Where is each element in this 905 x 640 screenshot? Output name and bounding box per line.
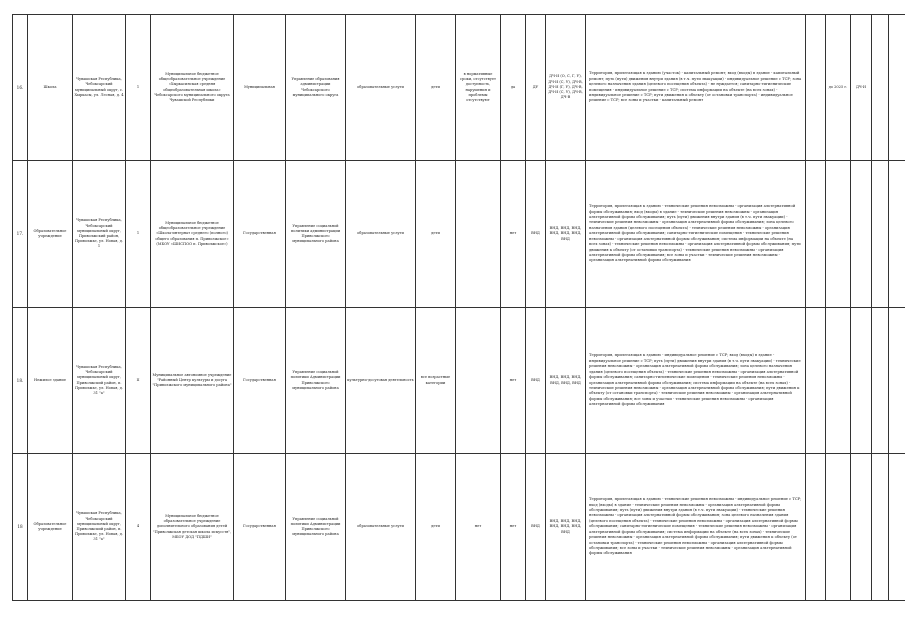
blank-cell: [872, 161, 889, 308]
row-number: 18: [13, 454, 28, 601]
service-category: дети: [416, 161, 456, 308]
expected-result: [851, 308, 872, 454]
blank-cell: [872, 308, 889, 454]
work-volume: [806, 15, 826, 161]
service-category: все возрастные категории: [416, 308, 456, 454]
notes-cell: нет: [456, 454, 501, 601]
blank-cell: [889, 161, 905, 308]
management-decision: Территория, прилегающая к зданию - технические решения невозможны - индивидуальное решение с ТСР; вход (входы) в здание - технические решения невозможны - организация альтернативной формы обслуживания; путь (пути) движения внутри здания (в т.ч. пути эвакуации) - технические решения невозможны - организация альтернативной формы обслуживания; зона целевого назначения здания (целевого посещения объекта) - технические решения невозможны - организация альтернативной формы обслуживания; санитарно-гигиенические помещения - технические решения невозможны - организация альтернативной формы обслуживания; система информации на объекте (на всех зонах) - технические решения невозможны - организация альтернативной формы обслуживания; пути движения к объекту (от остановки транспорта) - технические решения невозможны - организация альтернативной формы обслуживания; все зоны и участки - технические решения невозможны - организация альтернативной формы обслуживания: [586, 454, 806, 601]
notes-cell: [456, 308, 501, 454]
accessibility-code: ВНД: [526, 308, 546, 454]
blank-cell: [889, 15, 905, 161]
row-number: 18.: [13, 308, 28, 454]
management-decision: Территория, прилегающая к зданию (участок) - капитальный ремонт; вход (входы) в здание - капитальный ремонт; путь (пути) движения внутри здания (в т.ч. пути эвакуации) - индивидуальное решение с ТСР; зона целевого назначения здания (целевого посещения объекта) - не нуждается; санитарно-гигиенические помещения - индивидуальное решение с ТСР; система информации на объекте (на всех зонах) - индивидуальное решение с ТСР; пути движения к объекту (от остановки транспорта) - индивидуальное решение с ТСР; все зоны и участки - капитальный ремонт: [586, 15, 806, 161]
blank-cell: [872, 454, 889, 601]
management-decision: Территория, прилегающая к зданию - индивидуальное решение с ТСР; вход (входы) в здание - индивидуальное решение с ТСР; путь (пути) движения внутри здания (в т.ч. пути эвакуации) - технические решения невозможны - организация альтернативной формы обслуживания; зона целевого назначения здания (целевого посещения объекта) - технические решения невозможны - организация альтернативной формы обслуживания; санитарно-гигиенические помещения - технические решения невозможны - организация альтернативной формы обслуживания; система информации на объекте (на всех зонах) - технические решения невозможны - организация альтернативной формы обслуживания; пути движения к объекту (от остановки транспорта) - технические решения невозможны - организация альтернативной формы обслуживания; все зоны и участки - технические решения невозможны - организация альтернативной формы обслуживания: [586, 308, 806, 454]
ownership-form: Государственная: [234, 161, 286, 308]
expected-result: [851, 161, 872, 308]
ownership-form: Муниципальная: [234, 15, 286, 161]
blank-cell: [889, 308, 905, 454]
ownership-form: Государственная: [234, 454, 286, 601]
object-floors: 1: [126, 15, 151, 161]
adapted-flag: нет: [501, 308, 526, 454]
activity-type: образовательные услуги: [346, 454, 416, 601]
object-address: Чувашская Республика, Чебоксарский муниципальный округ, Приволжский район, п. Приволжье, ул. Новая, д. 31 "а": [73, 454, 126, 601]
zone-status: ВНД, ВНД, ВНД, ВНД, ВНД, ВНД, ВНД: [546, 454, 586, 601]
work-volume: [806, 454, 826, 601]
organization-name: Муниципальное бюджетное образовательное учреждение дополнительного образования детей "Приволжская детская школа искусств", МБОУ ДОД "ПДШИ": [151, 454, 234, 601]
completion-term: [826, 161, 851, 308]
object-name: Образовательное учреждение: [28, 161, 73, 308]
ownership-form: Государственная: [234, 308, 286, 454]
table-row: [13, 308, 905, 454]
zone-status: ДЧ-И (О, С, Г, У), ДЧ-И (С, У), ДЧ-В, ДЧ-И (Г, У), ДЧ-В, ДЧ-И (С, У), ДЧ-В, ДЧ-В: [546, 15, 586, 161]
work-volume: [806, 161, 826, 308]
accessibility-code: ВНД: [526, 454, 546, 601]
blank-cell: [872, 15, 889, 161]
superior-authority: Управление социальной политики администрации Приволжского муниципального района: [286, 161, 346, 308]
completion-term: до 2025 г.: [826, 15, 851, 161]
object-address: Чувашская Республика, Чебоксарский муниципальный округ, Приволжский район, п. Приволжье, ул. Новая, д. 31 "а": [73, 308, 126, 454]
activity-type: образовательные услуги: [346, 161, 416, 308]
row-number: 17.: [13, 161, 28, 308]
row-number: 16.: [13, 15, 28, 161]
activity-type: культурно-досуговая деятельность: [346, 308, 416, 454]
service-category: дети: [416, 15, 456, 161]
adapted-flag: нет: [501, 454, 526, 601]
superior-authority: Управление образования администрации Чебоксарского муниципального округа: [286, 15, 346, 161]
table-row: [13, 15, 905, 161]
completion-term: [826, 308, 851, 454]
object-name: Образовательное учреждение: [28, 454, 73, 601]
organization-name: Муниципальное автономное учреждение "Районный Центр культуры и досуга "Приволжского муниципального района": [151, 308, 234, 454]
blank-cell: [889, 454, 905, 601]
activity-type: образовательные услуги: [346, 15, 416, 161]
object-address: Чувашская Республика, Чебоксарский муниципальный округ, Приволжский район, Приволжье, ул. Новая, д. 1: [73, 161, 126, 308]
object-name: Нежилое здание: [28, 308, 73, 454]
adapted-flag: да: [501, 15, 526, 161]
object-floors: 4: [126, 454, 151, 601]
organization-name: Муниципальное бюджетное общеобразовательное учреждение «Хыркасинская средняя общеобразовательная школа» Чебоксарского муниципального округа Чувашской Республики: [151, 15, 234, 161]
table-row: [13, 454, 905, 601]
completion-term: [826, 454, 851, 601]
object-floors: 1: [126, 161, 151, 308]
accessibility-passport-table: [12, 14, 905, 601]
expected-result: ДЧ-И: [851, 15, 872, 161]
accessibility-code: ДУ: [526, 15, 546, 161]
superior-authority: Управление социальной политики Администрации Приволжского муниципального района: [286, 308, 346, 454]
object-address: Чувашская Республика, Чебоксарский муниципальный округ, с. Хыркасы, ул. Лесная, д. 4: [73, 15, 126, 161]
table-row: [13, 161, 905, 308]
notes-cell: в нормативные сроки, отсутствует доступность, нарушения и проблемы отсутствуют: [456, 15, 501, 161]
zone-status: ВНД, ВНД, ВНД, ВНД, ВНД, ВНД, ВНД: [546, 161, 586, 308]
superior-authority: Управление социальной политики Администрации Приволжского муниципального района: [286, 454, 346, 601]
object-floors: II: [126, 308, 151, 454]
organization-name: Муниципальное бюджетное общеобразовательное учреждение «Школа-интернат среднего (полного) общего образования п. Приволжское» (МБОУ «ШИСПОО п. Приволжское»): [151, 161, 234, 308]
work-volume: [806, 308, 826, 454]
expected-result: [851, 454, 872, 601]
adapted-flag: нет: [501, 161, 526, 308]
accessibility-code: ВНД: [526, 161, 546, 308]
service-category: дети: [416, 454, 456, 601]
object-name: Школа: [28, 15, 73, 161]
management-decision: Территория, прилегающая к зданию - технические решения невозможны - организация альтернативной формы обслуживания; вход (входы) в здание - технические решения невозможны - организация альтернативной формы обслуживания; путь (пути) движения внутри здания (в т.ч. пути эвакуации) - технические решения невозможны - организация альтернативной формы обслуживания; зона целевого назначения здания (целевого посещения объекта) - технические решения невозможны - организация альтернативной формы обслуживания; санитарно-гигиенические помещения - технические решения невозможны - организация альтернативной формы обслуживания; система информации на объекте (на всех зонах) - технические решения невозможны - организация альтернативной формы обслуживания; пути движения к объекту (от остановки транспорта) - технические решения невозможны - организация альтернативной формы обслуживания; все зоны и участки - технические решения невозможны - организация альтернативной формы обслуживания: [586, 161, 806, 308]
notes-cell: [456, 161, 501, 308]
zone-status: ВНД, ВНД, ВНД, ВНД, ВНД, ВНД: [546, 308, 586, 454]
